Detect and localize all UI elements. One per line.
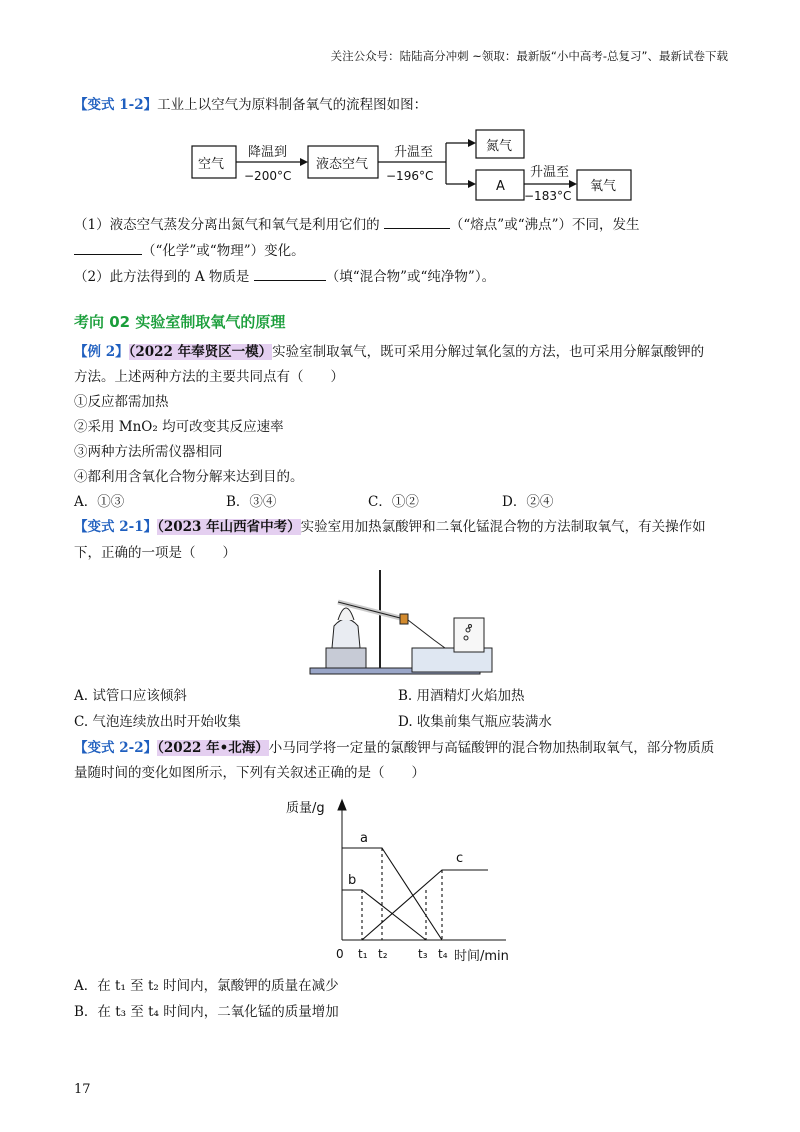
- option-d[interactable]: D. 收集前集气瓶应装满水: [398, 714, 552, 730]
- source-badge: （2023 年山西省中考）: [157, 519, 301, 535]
- question-1-2-sub1-cont: （“化学”或“物理”）变化。: [74, 241, 305, 261]
- step3-bottom: −183°C: [524, 189, 572, 203]
- x-tick-t2: t₂: [378, 947, 388, 961]
- question-1-2-sub1: （1）液态空气蒸发分离出氮气和氧气是利用它们的 （“熔点”或“沸点”）不同，发生: [74, 217, 640, 233]
- source-badge: （2022 年奉贤区一模）: [128, 344, 273, 360]
- answer-blank[interactable]: [74, 254, 142, 255]
- y-axis-label: 质量/g: [286, 801, 325, 816]
- mass-time-chart: [280, 792, 530, 967]
- question-1-2-sub2: （2）此方法得到的 A 物质是 （填“混合物”或“纯净物”）。: [74, 269, 496, 285]
- step1-top: 降温到: [248, 145, 288, 160]
- question-1-2-stem: [74, 95, 427, 115]
- question-2-1-stem-cont: 下，正确的一项是（ ）: [74, 545, 236, 561]
- example-2-stem-cont: 方法。上述两种方法的主要共同点有（ ）: [74, 369, 344, 385]
- question-2-2-stem: 【变式 2-2】（2022 年•北海）小马同学将一定量的氯酸钾与高锰酸钾的混合物加热制取氧气，部分物质质: [74, 740, 715, 756]
- x-tick-t1: t₁: [358, 947, 368, 961]
- page-header: 关注公众号：陆陆高分冲刺 ~领取：最新版“小中高考-总复习”、最新试卷下载: [330, 49, 728, 63]
- example-2-stem: 【例 2】（2022 年奉贤区一模）实验室制取氧气，既可采用分解过氧化氢的方法，也可采用分解氯酸钾的: [74, 344, 705, 360]
- nitrogen-label: 氮气: [486, 139, 513, 154]
- x-tick-t4: t₄: [438, 947, 448, 961]
- step1-bottom: −200°C: [244, 169, 292, 183]
- x-tick-t3: t₃: [418, 947, 428, 961]
- answer-blank[interactable]: [384, 228, 450, 229]
- question-text: 工业上以空气为原料制备氧气的流程图如图：: [157, 97, 428, 113]
- section-title: 考向 02 实验室制取氧气的原理: [74, 313, 286, 331]
- series-label-a: a: [360, 831, 368, 846]
- oxygen-label: 氧气: [590, 179, 617, 194]
- statement-item: ①反应都需加热: [74, 394, 169, 410]
- statement-item: ④都利用含氧化合物分解来达到目的。: [74, 469, 304, 485]
- option-c[interactable]: C．①②: [368, 494, 419, 510]
- step2-top: 升温至: [394, 145, 434, 160]
- option-a[interactable]: A．①③: [74, 494, 125, 510]
- y-axis-arrow: [338, 800, 346, 810]
- page-number: 17: [74, 1082, 91, 1097]
- series-line-b: [342, 890, 426, 940]
- apparatus-figure: [308, 568, 498, 678]
- option-c[interactable]: C. 气泡连续放出时开始收集: [74, 714, 241, 730]
- air-label: 空气: [198, 157, 225, 172]
- option-a[interactable]: A．在 t₁ 至 t₂ 时间内，氯酸钾的质量在减少: [74, 978, 339, 994]
- option-d[interactable]: D．②④: [502, 494, 554, 510]
- statement-item: ③两种方法所需仪器相同: [74, 444, 223, 460]
- step3-top: 升温至: [530, 165, 570, 180]
- step2-bottom: −196°C: [386, 169, 434, 183]
- series-label-c: c: [456, 851, 464, 866]
- option-a[interactable]: A. 试管口应该倾斜: [74, 688, 187, 704]
- a-label: A: [496, 179, 505, 194]
- series-line-a: [342, 848, 442, 940]
- origin-label: 0: [336, 947, 344, 961]
- flow-diagram: [190, 126, 640, 206]
- source-badge: （2022 年•北海）: [157, 740, 269, 756]
- x-axis-label: 时间/min: [454, 949, 509, 964]
- answer-blank[interactable]: [254, 280, 326, 281]
- question-tag: 【变式 1-2】: [74, 97, 158, 113]
- option-b[interactable]: B. 用酒精灯火焰加热: [398, 688, 525, 704]
- option-b[interactable]: B．在 t₃ 至 t₄ 时间内，二氧化锰的质量增加: [74, 1004, 339, 1020]
- liquid-air-label: 液态空气: [316, 157, 369, 172]
- statement-item: ②采用 MnO₂ 均可改变其反应速率: [74, 419, 284, 435]
- option-b[interactable]: B．③④: [226, 494, 277, 510]
- question-2-2-stem-cont: 量随时间的变化如图所示，下列有关叙述正确的是（ ）: [74, 765, 425, 781]
- series-label-b: b: [348, 873, 357, 888]
- question-2-1-stem: 【变式 2-1】（2023 年山西省中考）实验室用加热氯酸钾和二氧化锰混合物的方法制取氧气，有关操作如: [74, 519, 706, 535]
